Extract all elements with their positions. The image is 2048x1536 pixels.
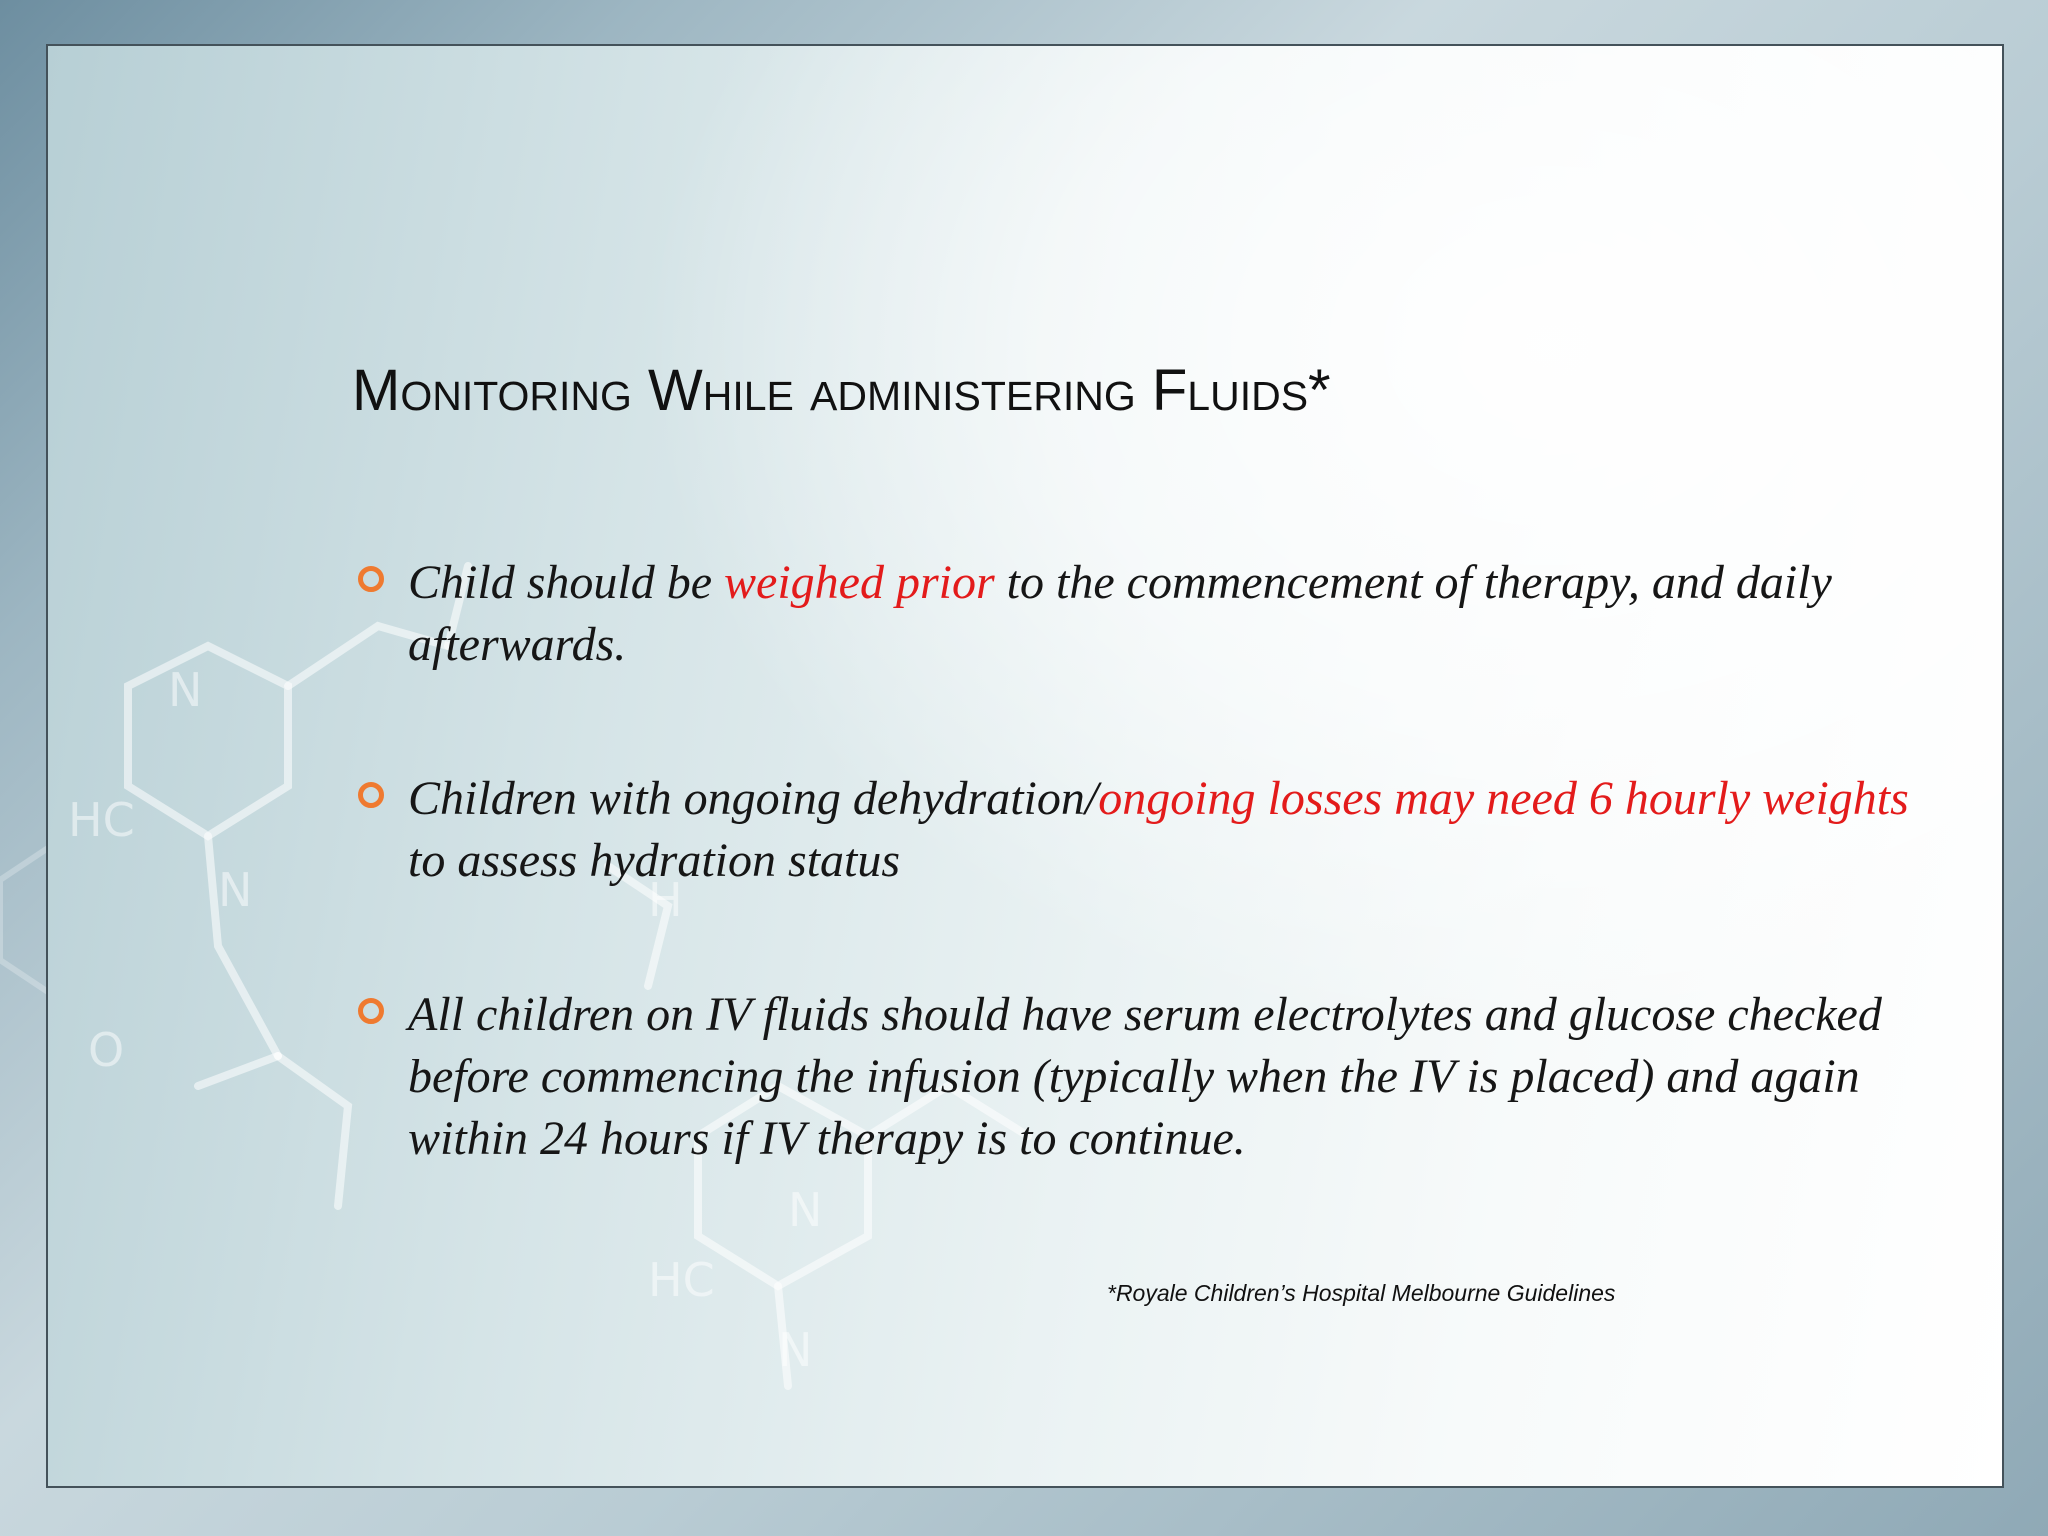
svg-text:HC: HC [68,793,135,847]
svg-text:N: N [788,1183,823,1237]
bullet-text-highlight: weighed prior [724,556,995,609]
bullet-text-plain: All children on IV fluids should have serum electrolytes and glucose checked before commencing the infusion (typically when the IV is placed) and again within 24 hours if IV therapy is to continue. [408,988,1882,1165]
bullet-circle-icon [358,566,384,592]
bullet-text-plain: Child should be [408,556,725,609]
bullet-circle-icon [358,998,384,1024]
bullet-item-weighing [358,552,1918,676]
bullet-text-plain: to assess hydration status [408,834,901,887]
svg-text:N: N [218,863,253,917]
slide-title: Monitoring While administering Fluids* [352,358,1331,423]
svg-text:N: N [778,1323,813,1377]
bullet-text-plain: to the commencement of therapy, and daily afterwards. [408,556,1832,671]
svg-text:N: N [168,663,203,717]
bullet-text-highlight: ongoing losses may need 6 hourly weights [1098,772,1909,825]
footnote: *Royale Children’s Hospital Melbourne Guidelines [1107,1280,1616,1306]
bullet-item-electrolytes [358,984,1918,1170]
svg-text:HC: HC [648,1253,715,1307]
slide [46,44,2004,1488]
svg-text:H: H [648,873,683,927]
bullet-list [358,552,1918,1170]
bullet-text-plain: Children with ongoing dehydration/ [408,772,1099,825]
bullet-item-ongoing-losses [358,768,1918,892]
svg-text:O: O [88,1023,125,1077]
bullet-circle-icon [358,782,384,808]
